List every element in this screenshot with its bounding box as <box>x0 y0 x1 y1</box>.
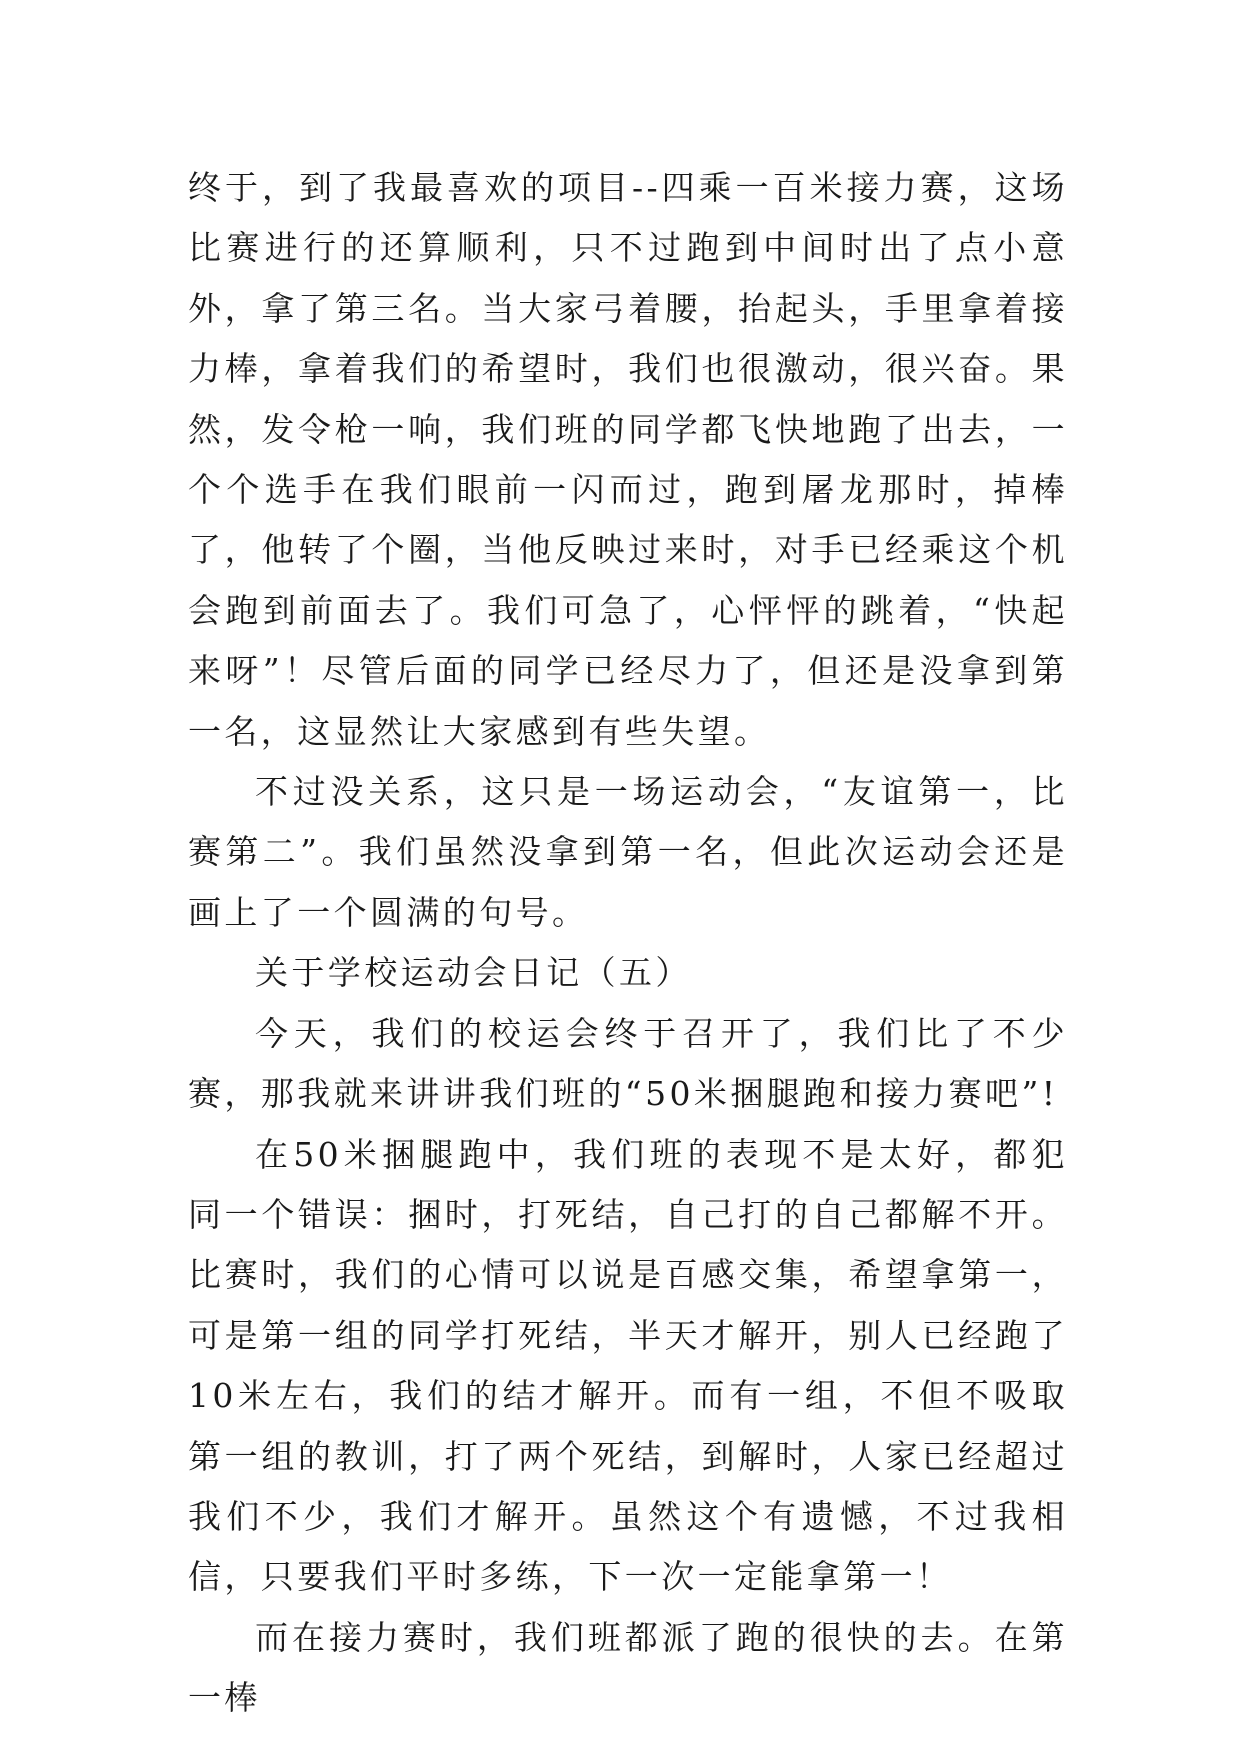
paragraph-friendship-first: 不过没关系，这只是一场运动会，“友谊第一，比赛第二”。我们虽然没拿到第一名，但此次运动会还是画上了一个圆满的句号。 <box>188 772 1068 932</box>
paragraph-sports-meet-intro: 今天，我们的校运会终于召开了，我们比了不少赛，那我就来讲讲我们班的“50米捆腿跑和接力赛吧”! <box>188 1013 1068 1114</box>
paragraph-relay-start: 而在接力赛时，我们班都派了跑的很快的去。在第一棒 <box>188 1617 1068 1718</box>
paragraph-three-legged-race: 在50米捆腿跑中，我们班的表现不是太好，都犯同一个错误：捆时，打死结，自己打的自己都解不开。比赛时，我们的心情可以说是百感交集，希望拿第一，可是第一组的同学打死结，半天才解开，别人已经跑了10米左右，我们的结才解开。而有一组，不但不吸取第一组的教训，打了两个死结，到解时，人家已经超过我们不少，我们才解开。虽然这个有遗憾，不过我相信，只要我们平时多练，下一次一定能拿第一！ <box>188 1134 1068 1597</box>
section-heading: 关于学校运动会日记（五） <box>255 953 692 993</box>
paragraph-relay-race: 终于，到了我最喜欢的项目--四乘一百米接力赛，这场比赛进行的还算顺利，只不过跑到中间时出了点小意外，拿了第三名。当大家弓着腰，抬起头，手里拿着接力棒，拿着我们的希望时，我们也很激动，很兴奋。果然，发令枪一响，我们班的同学都飞快地跑了出去，一个个选手在我们眼前一闪而过，跑到屠龙那时，掉棒了，他转了个圈，当他反映过来时，对手已经乘这个机会跑到前面去了。我们可急了，心怦怦的跳着，“快起来呀”！尽管后面的同学已经尽力了，但还是没拿到第一名，这显然让大家感到有些失望。 <box>188 168 1068 751</box>
document-body <box>188 158 1068 1729</box>
